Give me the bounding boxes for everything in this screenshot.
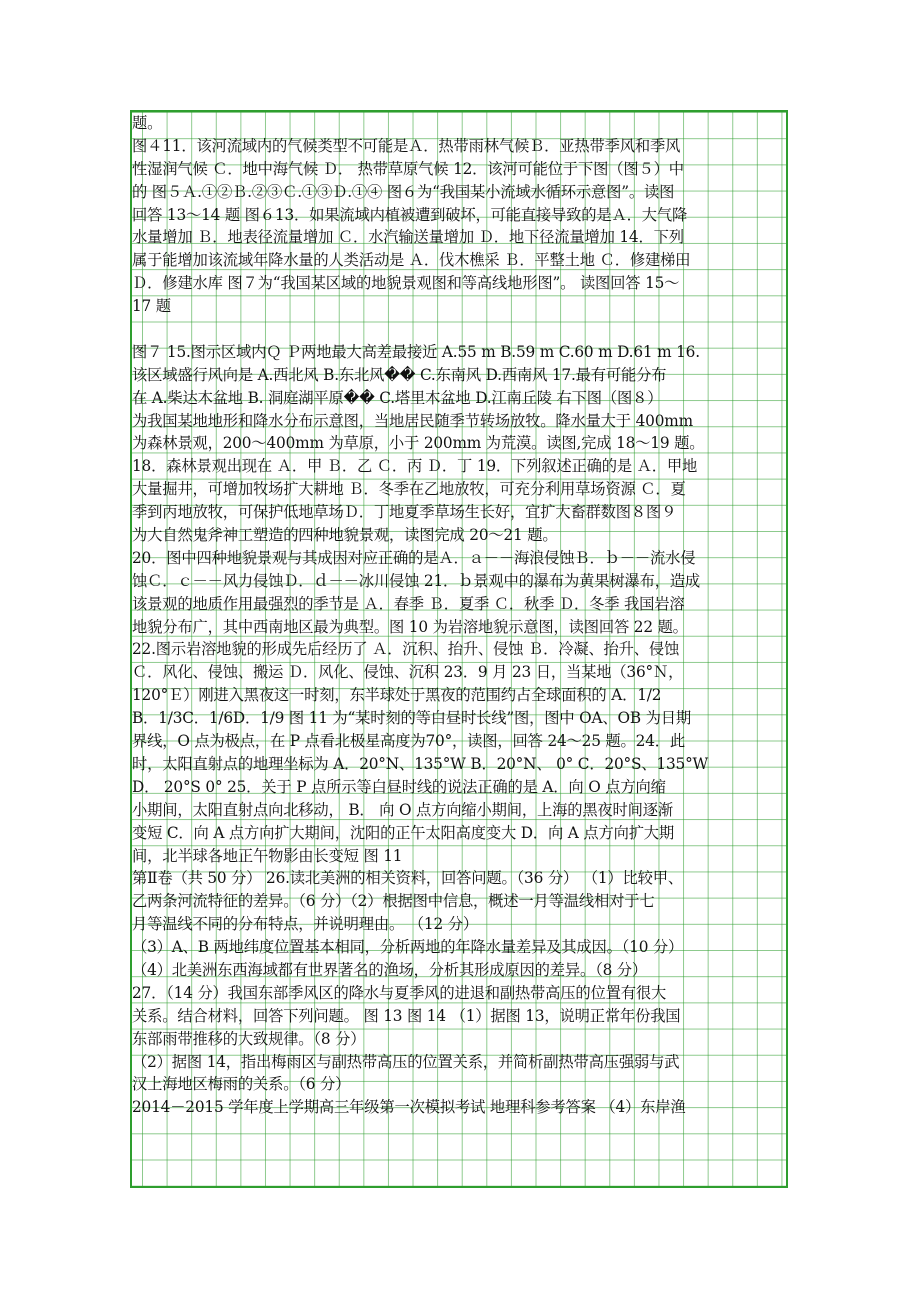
- text-line: 乙两条河流特征的差异。（6 分）（2）根据图中信息，概述一月等温线相对于七: [132, 892, 655, 911]
- text-line: 为森林景观，200～400mm 为草原，小于 200mm 为荒漠。读图,完成 18～19 题。: [132, 434, 705, 453]
- text-line: 17 题: [132, 297, 171, 316]
- text-line: （4）北美洲东西海域都有世界著名的渔场，分析其形成原因的差异。（8 分）: [132, 960, 648, 979]
- text-line: Ｄ．修建水库 图７为“我国某区域的地貌景观图和等高线地形图”。 读图回答 15～: [132, 274, 680, 293]
- text-line: 界线，O 点为极点，在 P 点看北极星高度为70°，读图，回答 24～25 题。24．此: [132, 732, 686, 751]
- text-line: 为我国某地地形和降水分布示意图，当地居民随季节转场放牧。降水量大于 400mm: [132, 411, 693, 430]
- text-line: 为大自然鬼斧神工塑造的四种地貌景观，读图完成 20～21 题。: [132, 526, 558, 545]
- text-line: 东部雨带推移的大致规律。（8 分）: [132, 1029, 366, 1048]
- text-line: （2）据图 14，指出梅雨区与副热带高压的位置关系，并简析副热带高压强弱与武: [132, 1052, 680, 1071]
- text-line: 20．图中四种地貌景观与其成因对应正确的是Ａ．ａ－－海浪侵蚀Ｂ．ｂ－－流水侵: [132, 548, 696, 567]
- text-line: 27．（14 分）我国东部季风区的降水与夏季风的进退和副热带高压的位置有很大: [132, 983, 667, 1002]
- blank-line: [132, 318, 804, 341]
- text-line: 该景观的地质作用最强烈的季节是 Ａ．春季 Ｂ．夏季 Ｃ．秋季 Ｄ．冬季 我国岩溶: [132, 594, 685, 613]
- text-line: 性湿润气候 Ｃ．地中海气候 Ｄ． 热带草原气候 12．该河可能位于下图（图５）中: [132, 159, 684, 178]
- text-line: 地貌分布广，其中西南地区最为典型。图 10 为岩溶地貌示意图，读图回答 22 题。: [132, 617, 688, 636]
- text-line: 2014－2015 学年度上学期高三年级第一次模拟考试 地理科参考答案 （4）东岸渔: [132, 1098, 686, 1117]
- document-text: [132, 112, 804, 1119]
- text-line: 120°Ｅ）刚进入黑夜这一时刻，东半球处于黑夜的范围约占全球面积的 A．1/2: [132, 686, 662, 705]
- text-line: 月等温线不同的分布特点，并说明理由。 （12 分）: [132, 915, 478, 934]
- text-line: D． 20°S 0° 25．关于 P 点所示等白昼时线的说法正确的是 A．向 O 点方向缩: [132, 777, 666, 796]
- text-line: 季到丙地放牧，可保护低地草场Ｄ．丁地夏季草场生长好，宜扩大畜群数图８图９: [132, 503, 677, 522]
- text-line: 大量掘井，可增加牧场扩大耕地 Ｂ．冬季在乙地放牧，可充分利用草场资源 Ｃ．夏: [132, 480, 686, 499]
- text-line: 在 A.柴达木盆地 B. 洞庭湖平原�� C.塔里木盆地 D.江南丘陵 右下图（图８）: [132, 388, 663, 407]
- text-line: 时，太阳直射点的地理坐标为 A．20°N、135°W B．20°N、 0° C．20°S、135°W: [132, 754, 709, 773]
- text-line: 回答 13～14 题 图６13．如果流域内植被遭到破坏，可能直接导致的是Ａ．大气降: [132, 205, 688, 224]
- text-line: （3）A、B 两地纬度位置基本相同，分析两地的年降水量差异及其成因。（10 分）: [132, 938, 684, 957]
- text-line: 水量增加 Ｂ．地表径流量增加 Ｃ．水汽输送量增加 Ｄ．地下径流量增加 14．下列: [132, 228, 684, 247]
- text-line: 22.图示岩溶地貌的形成先后经历了 Ａ．沉积、抬升、侵蚀 Ｂ．冷凝、抬升、侵蚀: [132, 640, 680, 659]
- text-line: 该区域盛行风向是 A.西北风 B.东北风�� C.东南风 D.西南风 17.最有可能分布: [132, 365, 667, 384]
- text-line: 属于能增加该流域年降水量的人类活动是 Ａ．伐木樵采 Ｂ．平整土地 Ｃ．修建梯田: [132, 251, 691, 270]
- text-line: 题。: [132, 114, 163, 132]
- text-line: 关系。结合材料，回答下列问题。 图 13 图 14 （1）据图 13，说明正常年份我国: [132, 1006, 681, 1025]
- text-line: 间，北半球各地正午物影由长变短 图 11: [132, 846, 403, 865]
- text-line: B．1/3C．1/6D．1/9 图 11 为“某时刻的等白昼时长线”图，图中 OA、OB 为日期: [132, 709, 691, 728]
- text-line: 第Ⅱ卷（共 50 分） 26.读北美洲的相关资料，回答问题。（36 分） （1）比较甲、: [132, 869, 683, 888]
- text-line: 图７ 15.图示区域内Ｑ Ｐ两地最大高差最接近 A.55 m B.59 m C.60 m D.61 m 16.: [132, 342, 700, 361]
- text-line: 变短 C．向 A 点方向扩大期间，沈阳的正午太阳高度变大 D．向 A 点方向扩大期: [132, 823, 675, 842]
- text-line: 小期间，太阳直射点向北移动， B． 向 O 点方向缩小期间，上海的黑夜时间逐渐: [132, 800, 674, 819]
- text-line: 汉上海地区梅雨的关系。（6 分）: [132, 1075, 351, 1094]
- text-line: 18．森林景观出现在 Ａ．甲 Ｂ．乙 Ｃ．丙 Ｄ．丁 19．下列叙述正确的是 Ａ．甲地: [132, 457, 698, 476]
- text-line: Ｃ．风化、侵蚀、搬运 Ｄ．风化、侵蚀、沉积 23．9 月 23 日，当某地（36°Ｎ，: [132, 663, 684, 682]
- text-line: 蚀Ｃ．ｃ－－风力侵蚀Ｄ．ｄ－－冰川侵蚀 21．ｂ景观中的瀑布为黄果树瀑布，造成: [132, 571, 701, 590]
- text-line: 图４11．该河流域内的气候类型不可能是Ａ．热带雨林气候Ｂ．亚热带季风和季风: [132, 136, 681, 155]
- text-line: 的 图５Ａ.①②Ｂ.②③Ｃ.①③Ｄ.①④ 图６为“我国某小流域水循环示意图”。读图: [132, 182, 675, 201]
